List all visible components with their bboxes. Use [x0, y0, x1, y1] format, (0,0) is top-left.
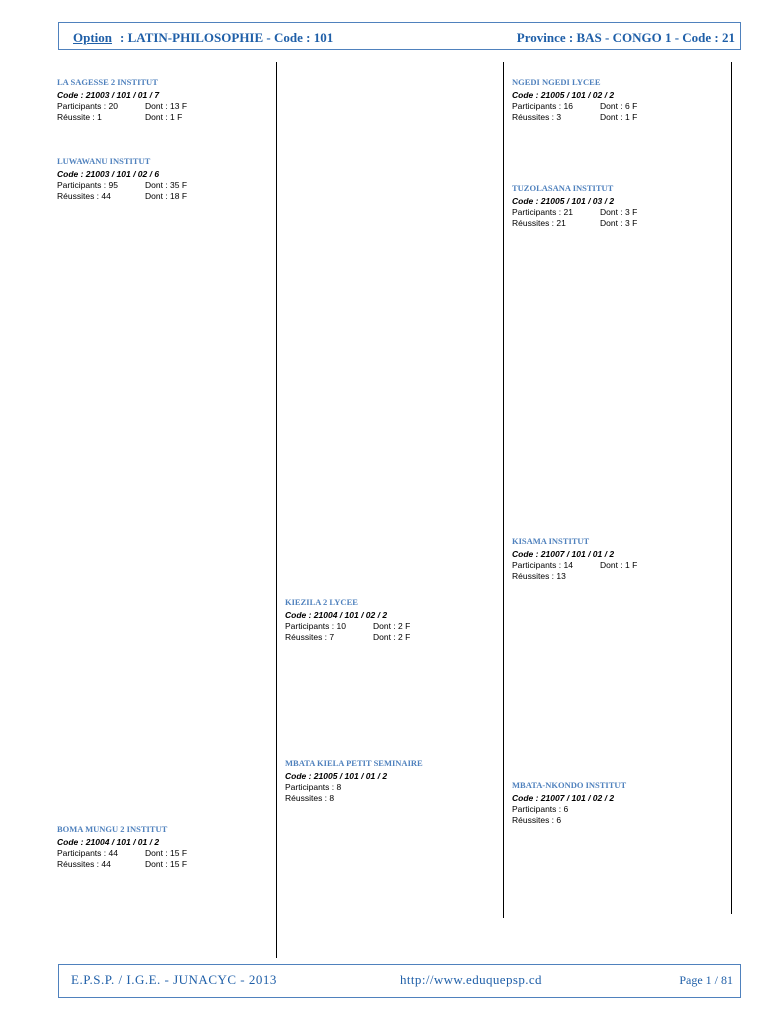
- reussite-female: Dont : 3 F: [600, 218, 638, 228]
- school-name: TUZOLASANA INSTITUT: [512, 183, 614, 193]
- participants-female: Dont : 35 F: [145, 180, 188, 190]
- participants: Participants : 44: [57, 848, 118, 858]
- footer-url-link[interactable]: http://www.eduquepsp.cd: [400, 972, 542, 987]
- page-header: [58, 22, 741, 50]
- participants-female: Dont : 15 F: [145, 848, 188, 858]
- reussite-female: Dont : 1 F: [600, 112, 638, 122]
- school-entry: [285, 597, 411, 643]
- page-number: Page 1 / 81: [679, 973, 733, 987]
- school-name: LUWAWANU INSTITUT: [57, 156, 151, 166]
- school-entry: [57, 77, 188, 123]
- participants: Participants : 8: [285, 782, 342, 792]
- school-code: Code : 21004 / 101 / 01 / 2: [57, 837, 160, 847]
- reussite: Réussites : 21: [512, 218, 566, 228]
- school-name: BOMA MUNGU 2 INSTITUT: [57, 824, 168, 834]
- school-entry: [57, 156, 188, 202]
- column-divider-3: [731, 62, 732, 914]
- reussite: Réussites : 13: [512, 571, 566, 581]
- participants: Participants : 95: [57, 180, 118, 190]
- school-code: Code : 21005 / 101 / 01 / 2: [285, 771, 388, 781]
- reussite-female: Dont : 15 F: [145, 859, 188, 869]
- school-name: KIEZILA 2 LYCEE: [285, 597, 358, 607]
- participants: Participants : 6: [512, 804, 569, 814]
- footer-org: E.P.S.P. / I.G.E. - JUNACYC - 2013: [71, 972, 277, 987]
- school-entry: [512, 536, 638, 582]
- school-code: Code : 21005 / 101 / 03 / 2: [512, 196, 615, 206]
- column-divider-1: [276, 62, 277, 958]
- reussite: Réussites : 44: [57, 191, 111, 201]
- reussite: Réussites : 44: [57, 859, 111, 869]
- school-name: KISAMA INSTITUT: [512, 536, 590, 546]
- reussite: Réussites : 3: [512, 112, 562, 122]
- school-entry: [512, 77, 638, 123]
- participants: Participants : 20: [57, 101, 118, 111]
- reussite-female: Dont : 18 F: [145, 191, 188, 201]
- school-code: Code : 21007 / 101 / 01 / 2: [512, 549, 615, 559]
- participants: Participants : 10: [285, 621, 346, 631]
- school-code: Code : 21005 / 101 / 02 / 2: [512, 90, 615, 100]
- participants: Participants : 21: [512, 207, 573, 217]
- participants-female: Dont : 13 F: [145, 101, 188, 111]
- page-footer: [58, 964, 741, 998]
- option-text: : LATIN-PHILOSOPHIE - Code : 101: [120, 30, 334, 45]
- participants-female: Dont : 1 F: [600, 560, 638, 570]
- option-label: Option: [73, 30, 113, 45]
- participants-female: Dont : 2 F: [373, 621, 411, 631]
- participants-female: Dont : 3 F: [600, 207, 638, 217]
- reussite-female: Dont : 1 F: [145, 112, 183, 122]
- reussite: Réussites : 6: [512, 815, 562, 825]
- school-code: Code : 21003 / 101 / 01 / 7: [57, 90, 160, 100]
- school-name: MBATA-NKONDO INSTITUT: [512, 780, 627, 790]
- school-entry: [512, 183, 638, 229]
- school-name: NGEDI NGEDI LYCEE: [512, 77, 601, 87]
- option-heading: [73, 30, 333, 46]
- reussite: Réussite : 1: [57, 112, 102, 122]
- school-code: Code : 21003 / 101 / 02 / 6: [57, 169, 160, 179]
- province-text: Province : BAS - CONGO 1 - Code : 21: [516, 30, 735, 45]
- school-code: Code : 21007 / 101 / 02 / 2: [512, 793, 615, 803]
- reussite: Réussites : 7: [285, 632, 335, 642]
- column-divider-2: [503, 62, 504, 918]
- participants-female: Dont : 6 F: [600, 101, 638, 111]
- school-code: Code : 21004 / 101 / 02 / 2: [285, 610, 388, 620]
- school-name: LA SAGESSE 2 INSTITUT: [57, 77, 158, 87]
- school-name: MBATA KIELA PETIT SEMINAIRE: [285, 758, 423, 768]
- participants: Participants : 16: [512, 101, 573, 111]
- reussite: Réussites : 8: [285, 793, 335, 803]
- participants: Participants : 14: [512, 560, 573, 570]
- school-entry: [57, 824, 188, 870]
- school-entry: [512, 780, 626, 826]
- school-entry: [285, 758, 423, 804]
- reussite-female: Dont : 2 F: [373, 632, 411, 642]
